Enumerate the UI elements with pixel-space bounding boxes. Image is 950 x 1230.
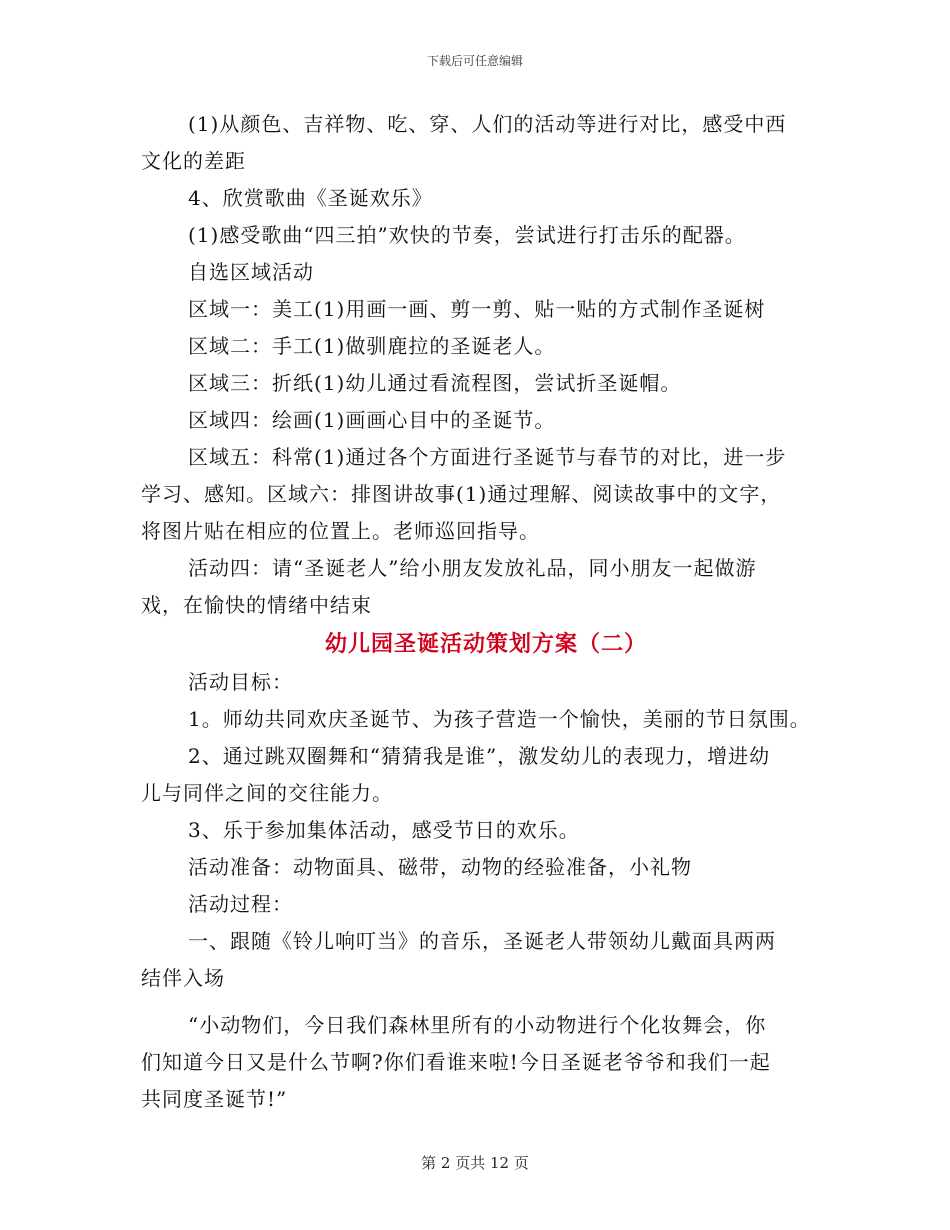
paragraph-line: (1)从颜色、吉祥物、吃、穿、人们的活动等进行对比，感受中西: [188, 112, 787, 136]
paragraph-line: 区域四：绘画(1)画画心目中的圣诞节。: [188, 408, 556, 432]
paragraph-line: 活动过程：: [188, 892, 293, 916]
paragraph-line: (1)感受歌曲“四三拍”欢快的节奏，尝试进行打击乐的配器。: [188, 223, 746, 247]
document-body: [141, 106, 821, 1118]
paragraph-line: 儿与同伴之间的交往能力。: [141, 781, 393, 805]
paragraph-line: 戏，在愉快的情绪中结束: [141, 593, 372, 617]
paragraph-line: 将图片贴在相应的位置上。老师巡回指导。: [141, 519, 540, 543]
paragraph-line: “小动物们，今日我们森林里所有的小动物进行个化妆舞会，你: [188, 1013, 767, 1037]
paragraph-line: 区域五：科常(1)通过各个方面进行圣诞节与春节的对比，进一步: [188, 445, 787, 469]
paragraph-line: 们知道今日又是什么节啊?你们看谁来啦!今日圣诞老爷爷和我们一起: [141, 1050, 771, 1074]
paragraph-line: 2、通过跳双圈舞和“猜猜我是谁”，激发幼儿的表现力，增进幼: [188, 744, 771, 768]
paragraph-line: 自选区域活动: [188, 260, 314, 284]
paragraph-line: 区域三：折纸(1)幼儿通过看流程图，尝试折圣诞帽。: [188, 371, 682, 395]
paragraph-line: 共同度圣诞节!”: [141, 1087, 288, 1111]
paragraph-gap: [141, 997, 821, 1007]
paragraph-line: 活动四：请“圣诞老人”给小朋友发放礼品，同小朋友一起做游: [188, 556, 757, 580]
paragraph-line: 区域二：手工(1)做驯鹿拉的圣诞老人。: [188, 334, 556, 358]
page-footer: 第 2 页共 12 页: [421, 1154, 529, 1172]
paragraph-line: 区域一：美工(1)用画一画、剪一剪、贴一贴的方式制作圣诞树: [188, 297, 766, 321]
paragraph-line: 活动目标：: [188, 670, 293, 694]
paragraph-line: 1。师幼共同欢庆圣诞节、为孩子营造一个愉快，美丽的节日氛围。: [188, 707, 811, 731]
paragraph-line: 结伴入场: [141, 966, 225, 990]
paragraph-line: 活动准备：动物面具、磁带，动物的经验准备，小礼物: [188, 855, 692, 879]
paragraph-line: 学习、感知。区域六：排图讲故事(1)通过理解、阅读故事中的文字，: [141, 482, 782, 506]
paragraph-line: 一、跟随《铃儿响叮当》的音乐，圣诞老人带领幼儿戴面具两两: [188, 929, 776, 953]
paragraph-line: 4、欣赏歌曲《圣诞欢乐》: [188, 186, 433, 210]
page-header: 下载后可任意编辑: [426, 54, 523, 68]
section-title: 幼儿园圣诞活动策划方案（二）: [324, 631, 647, 657]
paragraph-line: 3、乐于参加集体活动，感受节日的欢乐。: [188, 818, 580, 842]
paragraph-line: 文化的差距: [141, 149, 246, 173]
